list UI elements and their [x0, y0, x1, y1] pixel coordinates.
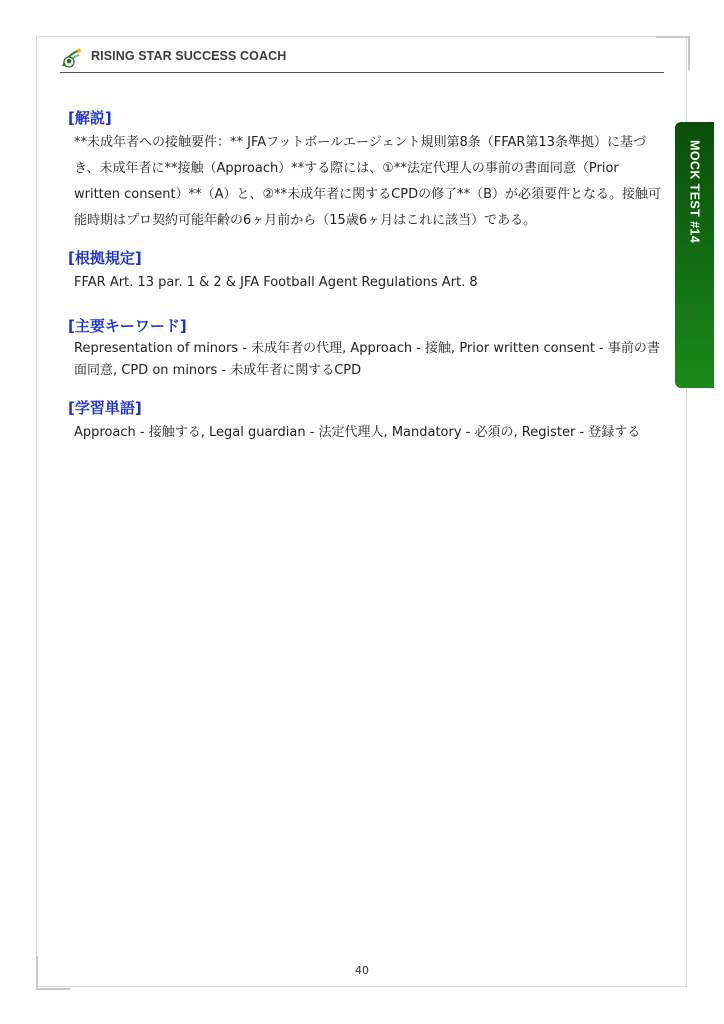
section-heading-explanation: [解説]: [68, 109, 112, 127]
vocabulary-text: Approach - 接触する, Legal guardian - 法定代理人, Mandatory - 必須の, Register - 登録する: [74, 425, 641, 440]
section-explanation: [68, 108, 664, 234]
section-vocabulary: [68, 398, 664, 446]
header-title: RISING STAR SUCCESS COACH: [91, 49, 287, 63]
page-number: 40: [355, 964, 369, 977]
legal-basis-text: FFAR Art. 13 par. 1 & 2 & JFA Football Agent Regulations Art. 8: [74, 275, 478, 290]
mock-test-tab-label: MOCK TEST #14: [687, 140, 702, 244]
section-legal-basis: [68, 248, 664, 296]
mock-test-tab: [675, 122, 714, 388]
header-divider: [60, 72, 664, 73]
section-heading-keywords: [主要キーワード]: [68, 317, 187, 335]
main-content: [68, 108, 664, 462]
section-keywords: [68, 316, 664, 382]
section-heading-vocabulary: [学習単語]: [68, 399, 142, 417]
page-header: [60, 44, 664, 74]
explanation-text: **未成年者への接触要件：** JFAフットボールエージェント規則第8条（FFAR第13条準拠）に基づき、未成年者に**接触（Approach）**する際には、①**法定代理人の事前の書面同意（Prior written consent）**（A）と、②**未成年者に関するCPDの修了**（B）が必須要件となる。接触可能時期はプロ契約可能年齢の6ヶ月前から（15歳6ヶ月はこれに該当）である。: [74, 135, 661, 228]
soccer-ball-star-logo: [60, 46, 84, 70]
keywords-text: Representation of minors - 未成年者の代理, Approach - 接触, Prior written consent - 事前の書面同意, CPD on minors - 未成年者に関するCPD: [74, 341, 660, 378]
section-heading-legal-basis: [根拠規定]: [68, 249, 142, 267]
